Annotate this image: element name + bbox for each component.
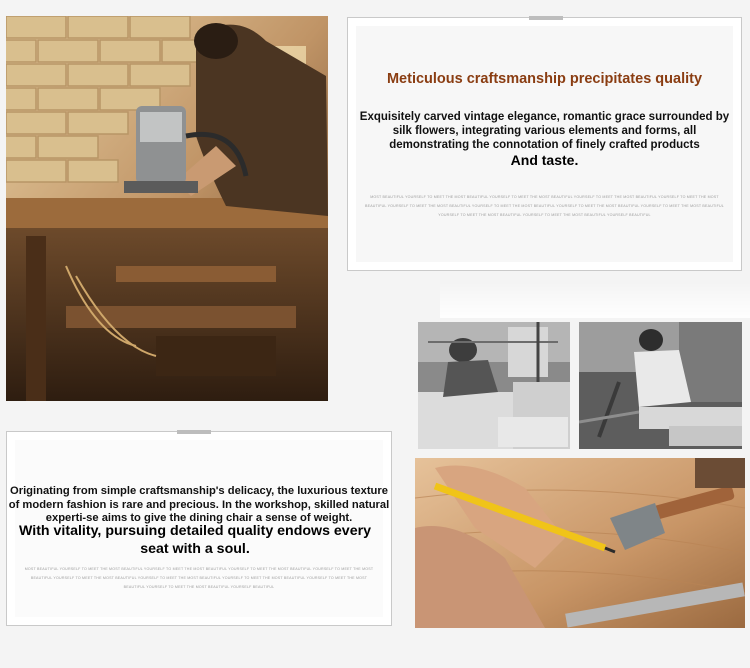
card-accent-text: With vitality, pursuing detailed quality endows every seat with a soul. (19, 523, 371, 557)
craftsmanship-origin-card (6, 431, 392, 626)
card-accent-text: And taste. (510, 152, 579, 168)
pencil-hammer-photo (415, 458, 745, 628)
card-fine-print: MOST BEAUTIFUL YOURSELF TO MEET THE MOST BEAUTIFUL YOURSELF TO MEET THE MOST BEAUTIFUL YOURSELF TO MEET THE MOST BEAUTIFUL YOURSELF TO MEET THE MOST BEAUTIFUL YOURSELF TO MEET THE MOST BEAUTIFUL YOURSELF TO MEET THE MOST BEAUTIFUL YOURSELF TO MEET THE MOST BEAUTIFUL YOURSELF TO MEET THE MOST BEAUTIFUL YOURSELF TO MEET THE MOST BEAUTIFUL YOURSELF BEAUTIFUL (24, 567, 374, 589)
card-body-text: Originating from simple craftsmanship's delicacy, the luxurious texture of modern fashion is rare and precious. In the workshop, skilled natural experti-se aims to give the dining chair a sense of weight. (8, 485, 390, 524)
workshop-router-photo (6, 16, 328, 401)
carpenter-photo (579, 322, 742, 449)
card-body-text: Exquisitely carved vintage elegance, romantic grace surrounded by silk flowers, integrating various elements and forms, all demonstrating the connotation of finely crafted products (359, 111, 730, 151)
card-tab-decoration (177, 430, 211, 434)
log-cutting-photo (418, 322, 570, 449)
card-heading: Meticulous craftsmanship precipitates quality (386, 71, 703, 87)
card-tab-decoration (529, 16, 563, 20)
craftsmanship-quality-card (347, 17, 742, 271)
card-fine-print: MOST BEAUTIFUL YOURSELF TO MEET THE MOST BEAUTIFUL YOURSELF TO MEET THE MOST BEAUTIFUL YOURSELF TO MEET THE MOST BEAUTIFUL YOURSELF TO MEET THE MOST BEAUTIFUL YOURSELF TO MEET THE MOST BEAUTIFUL YOURSELF TO MEET THE MOST BEAUTIFUL YOURSELF TO MEET THE MOST BEAUTIFUL YOURSELF TO MEET THE MOST BEAUTIFUL YOURSELF TO MEET THE MOST BEAUTIFUL YOURSELF TO MEET THE MOST BEAUTIFUL YOURSELF BEAUTIFUL (365, 195, 724, 217)
sheen-decoration (440, 282, 750, 318)
